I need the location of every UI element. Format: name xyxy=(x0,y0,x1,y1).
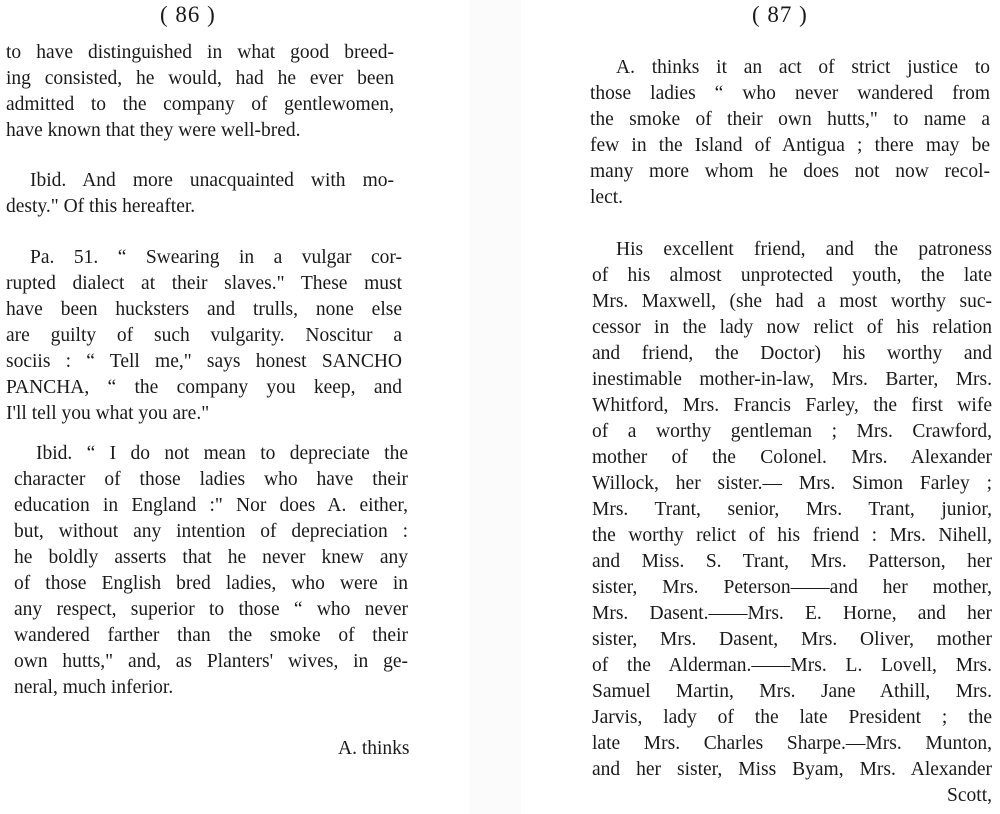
book-gutter xyxy=(469,0,521,814)
page-number: ( 86 ) xyxy=(160,2,216,27)
text-line: admitted to the company of gentlewomen, xyxy=(6,94,394,115)
paragraph xyxy=(592,237,992,809)
text-line: Willock, her sister.— Mrs. Simon Farley ; xyxy=(592,473,992,494)
text-line: of the Alderman.——Mrs. L. Lovell, Mrs. xyxy=(592,655,992,676)
left-page xyxy=(0,0,470,814)
text-line: lect. xyxy=(590,187,624,208)
text-line: and her sister, Miss Byam, Mrs. Alexander xyxy=(592,759,992,780)
text-line: own hutts," and, as Planters' wives, in ge- xyxy=(14,651,408,672)
paragraph xyxy=(6,40,394,144)
text-line: are guilty of such vulgarity. Noscitur a xyxy=(6,325,402,346)
text-line: ing consisted, he would, had he ever been xyxy=(6,68,394,89)
text-line: Pa. 51. “ Swearing in a vulgar cor- xyxy=(30,247,402,268)
text-line: wandered farther than the smoke of their xyxy=(14,625,408,646)
text-line: sister, Mrs. Peterson——and her mother, xyxy=(592,577,992,598)
paragraph xyxy=(14,441,408,701)
text-line: Mrs. Dasent.——Mrs. E. Horne, and her xyxy=(592,603,992,624)
text-line: of a worthy gentleman ; Mrs. Crawford, xyxy=(592,421,992,442)
text-line: A. thinks it an act of strict justice to xyxy=(616,57,990,78)
text-line: Jarvis, lady of the late President ; the xyxy=(592,707,992,728)
text-line: Ibid. “ I do not mean to depreciate the xyxy=(36,443,408,464)
text-line: and Miss. S. Trant, Mrs. Patterson, her xyxy=(592,551,992,572)
right-page xyxy=(520,0,1000,814)
page-number: ( 87 ) xyxy=(752,2,808,27)
text-line: to have distinguished in what good breed- xyxy=(6,42,394,63)
text-line: have been hucksters and trulls, none else xyxy=(6,299,402,320)
text-line: Mrs. Maxwell, (she had a most worthy suc- xyxy=(592,291,992,312)
text-line: but, without any intention of depreciation : xyxy=(14,521,408,542)
text-line: Scott, xyxy=(947,785,992,806)
text-line: His excellent friend, and the patroness xyxy=(616,239,992,260)
text-line: education in England :" Nor does A. either, xyxy=(14,495,408,516)
text-line: Ibid. And more unacquainted with mo- xyxy=(30,170,394,191)
text-line: of those English bred ladies, who were in xyxy=(14,573,408,594)
text-line: inestimable mother-in-law, Mrs. Barter, Mrs. xyxy=(592,369,992,390)
text-line: late Mrs. Charles Sharpe.—Mrs. Munton, xyxy=(592,733,992,754)
paragraph xyxy=(6,168,394,220)
text-line: character of those ladies who have their xyxy=(14,469,408,490)
text-line: he boldly asserts that he never knew any xyxy=(14,547,408,568)
text-line: of his almost unprotected youth, the late xyxy=(592,265,992,286)
paragraph xyxy=(6,245,402,427)
text-line: Mrs. Trant, senior, Mrs. Trant, junior, xyxy=(592,499,992,520)
text-line: I'll tell you what you are." xyxy=(6,403,210,424)
text-line: have known that they were well-bred. xyxy=(6,120,301,141)
text-line: PANCHA, “ the company you keep, and xyxy=(6,377,402,398)
text-line: and friend, the Doctor) his worthy and xyxy=(592,343,992,364)
text-line: any respect, superior to those “ who never xyxy=(14,599,408,620)
text-line: sociis : “ Tell me," says honest SANCHO xyxy=(6,351,402,372)
text-line: cessor in the lady now relict of his relation xyxy=(592,317,992,338)
paragraph xyxy=(590,55,990,211)
text-line: mother of the Colonel. Mrs. Alexander xyxy=(592,447,992,468)
text-line: rupted dialect at their slaves." These must xyxy=(6,273,402,294)
text-line: desty." Of this hereafter. xyxy=(6,196,196,217)
text-line: many more whom he does not now recol- xyxy=(590,161,990,182)
text-line: neral, much inferior. xyxy=(14,677,174,698)
text-line: sister, Mrs. Dasent, Mrs. Oliver, mother xyxy=(592,629,992,650)
catchword: A. thinks xyxy=(338,738,410,759)
text-line: the smoke of their own hutts," to name a xyxy=(590,109,990,130)
text-line: Samuel Martin, Mrs. Jane Athill, Mrs. xyxy=(592,681,992,702)
text-line: those ladies “ who never wandered from xyxy=(590,83,990,104)
text-line: the worthy relict of his friend : Mrs. Nihell, xyxy=(592,525,992,546)
text-line: Whitford, Mrs. Francis Farley, the first wife xyxy=(592,395,992,416)
text-line: few in the Island of Antigua ; there may be xyxy=(590,135,990,156)
